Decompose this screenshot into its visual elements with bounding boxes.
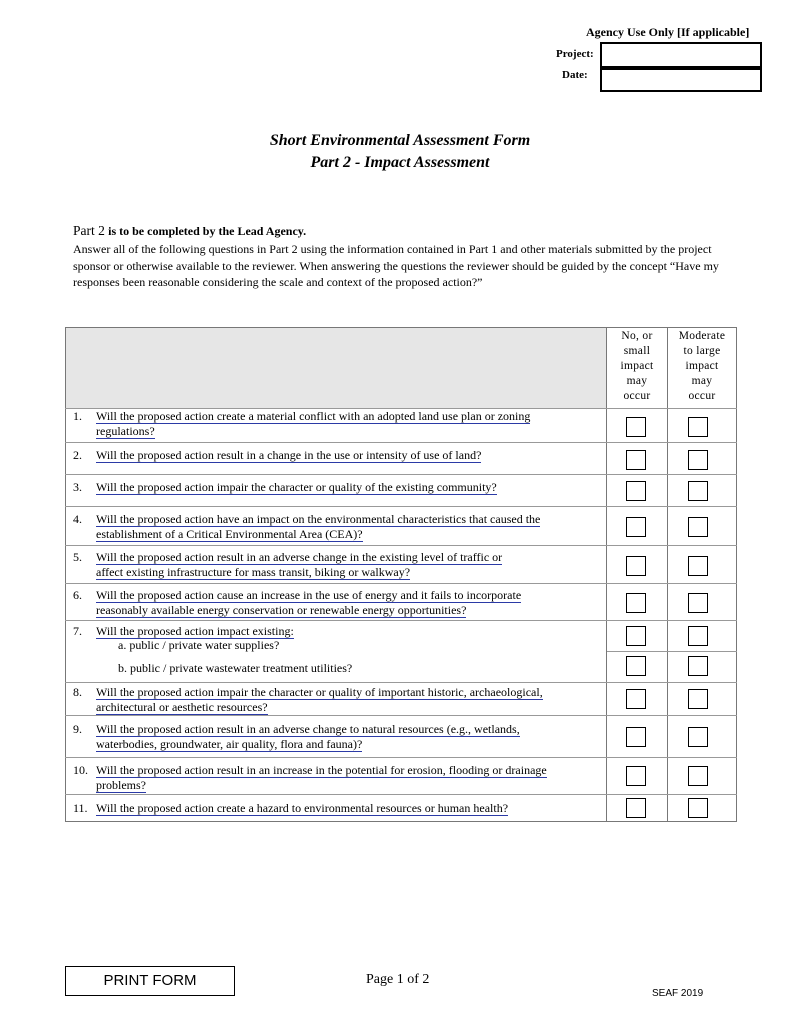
question-2: Will the proposed action result in a change in the use or intensity of use of land? [96, 448, 482, 462]
question-7: Will the proposed action impact existing: [96, 624, 294, 638]
q9-no-small-checkbox[interactable] [626, 727, 646, 747]
question-11: Will the proposed action create a hazard to environmental resources or human health? [96, 801, 509, 815]
q3-moderate-large-checkbox[interactable] [688, 481, 708, 501]
q8-moderate-large-checkbox[interactable] [688, 689, 708, 709]
question-number: 11. [73, 801, 88, 815]
question-1: Will the proposed action create a material conflict with an adopted land use plan or zoning regulations? [96, 409, 531, 438]
question-9: Will the proposed action result in an adverse change to natural resources (e.g., wetlands, waterbodies, groundwater, air quality, flora and fauna)? [96, 722, 520, 751]
project-label: Project: [556, 48, 594, 60]
question-3: Will the proposed action impair the character or quality of the existing community? [96, 480, 497, 494]
q2-no-small-checkbox[interactable] [626, 450, 646, 470]
form-code: SEAF 2019 [652, 988, 704, 999]
date-label: Date: [562, 69, 588, 81]
q1-moderate-large-checkbox[interactable] [688, 417, 708, 437]
q7b-no-small-checkbox[interactable] [626, 656, 646, 676]
question-10: Will the proposed action result in an increase in the potential for erosion, flooding or drainage problems? [96, 763, 547, 792]
form-subtitle: Part 2 - Impact Assessment [310, 154, 490, 171]
q2-moderate-large-checkbox[interactable] [688, 450, 708, 470]
col-header-moderate-large: Moderate to large impact may occur [678, 330, 726, 402]
q11-no-small-checkbox[interactable] [626, 798, 646, 818]
row-divider [65, 545, 737, 546]
question-number: 3. [73, 480, 82, 494]
part-label: Part 2 [73, 223, 105, 238]
question-number: 4. [73, 512, 82, 526]
question-4: Will the proposed action have an impact on the environmental characteristics that caused the establishment of a Critical Environmental Area (CEA)? [96, 512, 541, 541]
question-5: Will the proposed action result in an adverse change in the existing level of traffic or affect existing infrastructure for mass transit, biking or walkway? [96, 550, 503, 579]
q3-no-small-checkbox[interactable] [626, 481, 646, 501]
row-divider [65, 506, 737, 507]
q6-moderate-large-checkbox[interactable] [688, 593, 708, 613]
question-number: 10. [73, 763, 88, 777]
question-7b: b. public / private wastewater treatment utilities? [118, 661, 353, 675]
row-divider [65, 442, 737, 443]
q4-moderate-large-checkbox[interactable] [688, 517, 708, 537]
q8-no-small-checkbox[interactable] [626, 689, 646, 709]
q7a-moderate-large-checkbox[interactable] [688, 626, 708, 646]
row-divider [65, 620, 737, 621]
row-divider [65, 474, 737, 475]
print-form-button[interactable]: PRINT FORM [65, 966, 235, 996]
intro-heading-bold: is to be completed by the Lead Agency. [108, 224, 307, 238]
q1-no-small-checkbox[interactable] [626, 417, 646, 437]
col-header-no-small: No, or small impact may occur [620, 330, 654, 402]
question-number: 2. [73, 448, 82, 462]
row-divider [65, 715, 737, 716]
row-divider [65, 583, 737, 584]
agency-use-title: Agency Use Only [If applicable] [586, 25, 750, 39]
question-number: 6. [73, 588, 82, 602]
project-field[interactable] [600, 42, 762, 68]
page-number: Page 1 of 2 [366, 972, 430, 987]
q9-moderate-large-checkbox[interactable] [688, 727, 708, 747]
q6-no-small-checkbox[interactable] [626, 593, 646, 613]
q7b-moderate-large-checkbox[interactable] [688, 656, 708, 676]
question-7a: a. public / private water supplies? [118, 638, 280, 652]
question-number: 8. [73, 685, 82, 699]
row-divider [607, 651, 737, 652]
q7a-no-small-checkbox[interactable] [626, 626, 646, 646]
intro-body: Answer all of the following questions in Part 2 using the information contained in Part 1 and other materials submitted by the project sponsor or otherwise available to the reviewer. When answering the questions the reviewer should be guided by the concept “Have my responses been reasonable considering the scale and context of the proposed action?” [73, 242, 719, 289]
date-field[interactable] [600, 68, 762, 92]
question-8: Will the proposed action impair the character or quality of important historic, archaeological, architectural or aesthetic resources? [96, 685, 543, 714]
row-divider [65, 794, 737, 795]
question-number: 7. [73, 624, 82, 638]
question-number: 5. [73, 550, 82, 564]
q10-moderate-large-checkbox[interactable] [688, 766, 708, 786]
form-title: Short Environmental Assessment Form [269, 132, 531, 149]
q11-moderate-large-checkbox[interactable] [688, 798, 708, 818]
q5-no-small-checkbox[interactable] [626, 556, 646, 576]
q10-no-small-checkbox[interactable] [626, 766, 646, 786]
intro-heading [73, 223, 306, 239]
row-divider [65, 682, 737, 683]
question-number: 9. [73, 722, 82, 736]
q5-moderate-large-checkbox[interactable] [688, 556, 708, 576]
table-header-bg [66, 328, 607, 408]
q4-no-small-checkbox[interactable] [626, 517, 646, 537]
question-number: 1. [73, 409, 82, 423]
row-divider [65, 757, 737, 758]
question-6: Will the proposed action cause an increase in the use of energy and it fails to incorporate reasonably available energy conservation or renewable energy opportunities? [96, 588, 522, 617]
